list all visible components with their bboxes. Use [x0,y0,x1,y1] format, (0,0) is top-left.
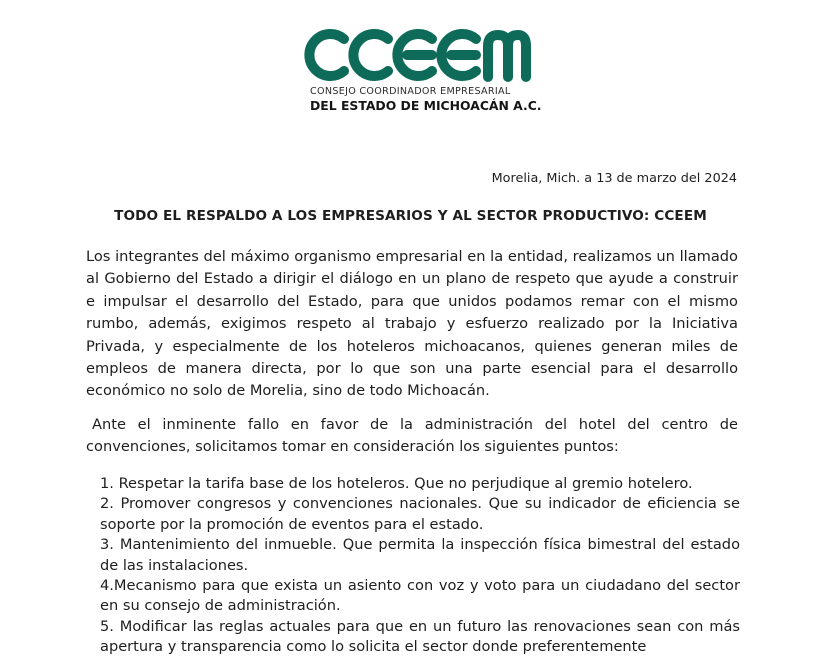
lead-paragraph: Ante el inminente fallo en favor de la administración del hotel del centro de convenciones, solicitamos tomar en consideración los siguientes puntos: [86,416,738,456]
list-item: 3. Mantenimiento del inmueble. Que permita la inspección física bimestral del estado de las instalaciones. [100,536,740,574]
points-list [100,474,740,658]
organization-logo [298,26,542,118]
intro-paragraph: Los integrantes del máximo organismo empresarial en la entidad, realizamos un llamado al Gobierno del Estado a dirigir el diálogo en un plano de respeto que ayude a construir e impulsar el desarrollo del Estado, para que unidos podamos remar con el mismo rumbo, además, exigimos respeto al trabajo y esfuerzo realizado por la Iniciativa Privada, y especialmente de los hoteleros michoacanos, quienes generan miles de empleos de manera directa, por lo que son una parte esencial para el desarrollo económico no solo de Morelia, sino de todo Michoacán. [86,248,738,400]
document-headline: TODO EL RESPALDO A LOS EMPRESARIOS Y AL SECTOR PRODUCTIVO: CCEEM [114,208,707,224]
list-item: 4.Mecanismo para que exista un asiento con voz y voto para un ciudadano del sector en su consejo de administración. [100,577,740,615]
organization-name-line1: CONSEJO COORDINADOR EMPRESARIAL [310,86,511,97]
list-item: 5. Modificar las reglas actuales para que en un futuro las renovaciones sean con más apertura y transparencia como lo solicita el sector donde preferentemente [100,617,740,656]
logo-wordmark: CCEEM [298,84,302,85]
organization-name-line2: DEL ESTADO DE MICHOACÁN A.C. [310,98,542,113]
cceem-logo-mark [298,26,530,84]
list-item: 2. Promover congresos y convenciones nacionales. Que su indicador de eficiencia se soporte por la promoción de eventos para el estado. [100,495,740,533]
list-item: 1. Respetar la tarifa base de los hoteleros. Que no perjudique al gremio hotelero. [100,475,693,492]
dateline: Morelia, Mich. a 13 de marzo del 2024 [491,171,737,186]
